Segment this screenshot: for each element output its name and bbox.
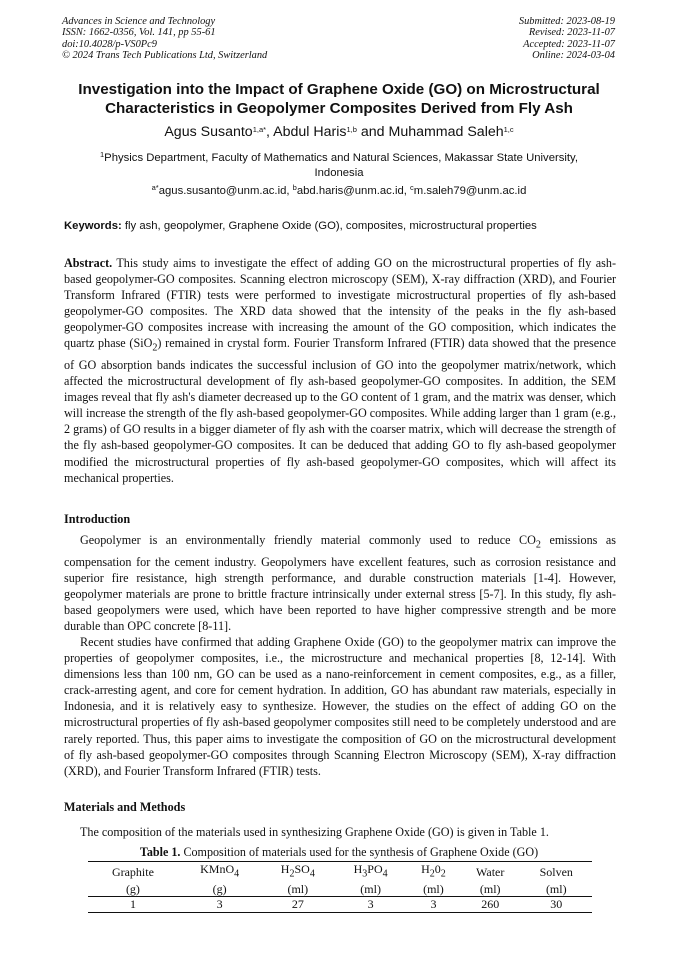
- keywords-label: Keywords:: [64, 220, 122, 232]
- materials-heading: Materials and Methods: [64, 800, 186, 814]
- header-text: H: [421, 862, 430, 876]
- header-text: KMnO: [200, 862, 235, 876]
- author-superscript: 1,a*: [252, 125, 267, 134]
- table-unit-cell: (ml): [460, 882, 521, 897]
- affiliation-line-2: Indonesia: [314, 167, 364, 179]
- table-unit-cell: (ml): [334, 882, 407, 897]
- introduction-body: [64, 532, 616, 779]
- header-text: Water: [476, 864, 505, 879]
- header-text: Solven: [539, 864, 573, 879]
- table-caption: [40, 845, 638, 860]
- author-superscript: 1,b: [346, 125, 357, 134]
- email-superscript: c: [410, 183, 414, 192]
- table-header-row: [88, 862, 592, 882]
- table-unit-cell: (g): [88, 882, 178, 897]
- subscript: 2: [440, 868, 446, 880]
- paragraph: Recent studies have confirmed that adding Graphene Oxide (GO) to the geopolymer matrix can improve the properties of geopolymer composites, i.e., the microstructure and mechanical properties [8, 12-14]. With dimensions less than 100 nm, GO can be used as a nano-reinforcement in cement composites, e.g., as a filler, crack-arresting agent, and core for cement hydration. In addition, GO has abundant raw materials, especially in Indonesia, and it is relatively easy to synthesize. However, the studies on the effect of adding GO on the microstructural properties of fly ash-based geopolymer composites still need to be completely understood and are rarely reported. Thus, this paper aims to investigate the composition of GO on the microstructural development of fly ash-based geopolymer-GO composites through Scanning Electron Microscopy (SEM), X-ray diffraction (XRD), and Fourier Transform Infrared (FTIR) tests.: [64, 634, 616, 778]
- author-superscript: 1,c: [503, 125, 514, 134]
- affiliation: [62, 151, 616, 181]
- submitted-date: Submitted: 2023-08-19: [518, 16, 615, 27]
- title-line-1: Investigation into the Impact of Graphene Oxide (GO) on Microstructural: [78, 81, 600, 98]
- table-cell: 27: [261, 897, 334, 913]
- author-list: [40, 124, 638, 140]
- online-date: Online: 2024-03-04: [532, 50, 615, 62]
- table-header-cell: [88, 862, 178, 882]
- author-name: Agus Susanto: [164, 124, 253, 140]
- table-caption-text: Composition of materials used for the synthesis of Graphene Oxide (GO): [180, 845, 539, 859]
- subscript: 2: [429, 868, 435, 880]
- table-header-cell: [460, 862, 521, 882]
- table-header-cell: [407, 862, 460, 882]
- header-text: Graphite: [111, 864, 154, 879]
- table-header-cell: [334, 862, 407, 882]
- table-cell: 260: [460, 897, 521, 913]
- table-header-cell: [521, 862, 592, 882]
- affiliation-superscript: 1: [100, 150, 105, 159]
- header-text: 0: [434, 862, 441, 876]
- abstract-text: ) remained in crystal form. Fourier Transform Infrared (FTIR) data showed that the presence of GO absorption bands indicates the successful inclusion of GO into the geopolymer matrix/network, which affected the microstructural development of fly ash-based geopolymer-GO composites. In addition, the SEM images reveal that fly ash's diameter decreased up to the GO content of 1 gram, and the matrix was denser, which will increase the strength of the fly ash-based geopolymer-GO composites. While adding larger than 1 gram (e.g., 2 grams) of GO results in a bigger diameter of fly ash with the coarser matrix, which will decrease the strength of the fly ash-based geopolymer-GO composites. It can be deduced that adding GO to fly ash-based geopolymer modified the microstructural properties of fly ash-based geopolymer-GO composites, which will affect its mechanical properties.: [64, 336, 616, 485]
- doi: doi:10.4028/p-VS0Pc9: [62, 38, 157, 50]
- introduction-heading: Introduction: [64, 512, 131, 526]
- author-name: Abdul Haris: [273, 124, 347, 140]
- subscript: 4: [382, 868, 388, 880]
- subscript: 4: [309, 868, 315, 880]
- table-header-cell: [178, 862, 262, 882]
- table-cell: 3: [178, 897, 262, 913]
- author-separator: ,: [266, 124, 274, 140]
- email-address[interactable]: m.saleh79@unm.ac.id: [413, 185, 527, 197]
- table-unit-cell: (ml): [261, 882, 334, 897]
- table-row: [88, 897, 592, 913]
- header-text: H: [280, 862, 290, 876]
- email-superscript: b: [292, 183, 297, 192]
- author-name: Muhammad Saleh: [388, 124, 504, 140]
- table-header-cell: [261, 862, 334, 882]
- accepted-date: Accepted: 2023-11-07: [523, 38, 615, 50]
- email-superscript: a*: [151, 183, 159, 192]
- paragraph: The composition of the materials used in synthesizing Graphene Oxide (GO) is given in Table 1.: [80, 825, 549, 839]
- header-text: H: [353, 862, 363, 876]
- paragraph: [64, 532, 616, 634]
- title-line-2: Characteristics in Geopolymer Composites Derived from Fly Ash: [105, 100, 573, 117]
- journal-header-left: [62, 16, 267, 62]
- table-unit-cell: (ml): [521, 882, 592, 897]
- email-address[interactable]: agus.susanto@unm.ac.id,: [158, 185, 293, 197]
- subscript: 2: [289, 868, 295, 880]
- subscript: 2: [535, 539, 541, 551]
- paragraph-text: Geopolymer is an environmentally friendly material commonly used to reduce CO: [80, 533, 536, 547]
- header-text: PO: [367, 862, 383, 876]
- email-address[interactable]: abd.haris@unm.ac.id,: [296, 185, 411, 197]
- table-unit-cell: (g): [178, 882, 262, 897]
- abstract-text: This study aims to investigate the effect of adding GO on the microstructural properties of fly ash-based geopolymer-GO composites. Scanning electron microscopy (SEM), X-ray diffraction (XRD), and Fourier Transform Infrared (FTIR) tests were performed to investigate microstructural properties of fly ash-based geopolymer-GO composites. The XRD data showed that the intensity of the peaks in the fly ash-based geopolymer-GO composites increase with increasing the amount of the GO composition, which indicates the quartz phase (SiO: [64, 256, 616, 351]
- table-caption-label: Table 1.: [139, 845, 181, 859]
- revised-date: Revised: 2023-11-07: [528, 27, 615, 39]
- composition-table: [88, 861, 592, 913]
- journal-name: Advances in Science and Technology: [62, 16, 216, 27]
- keywords-text: fly ash, geopolymer, Graphene Oxide (GO), composites, microstructural properties: [121, 220, 537, 232]
- abstract-label: Abstract.: [64, 256, 113, 270]
- table-cell: 3: [334, 897, 407, 913]
- table-cell: 30: [521, 897, 592, 913]
- affiliation-line-1: Physics Department, Faculty of Mathematics and Natural Sciences, Makassar State University,: [104, 152, 578, 164]
- author-emails: [40, 185, 638, 197]
- issn: ISSN: 1662-0356, Vol. 141, pp 55-61: [62, 27, 216, 39]
- subscript: 2: [152, 342, 158, 354]
- abstract: [64, 255, 616, 486]
- subscript: 3: [362, 868, 368, 880]
- table-cell: 1: [88, 897, 178, 913]
- table-unit-row: [88, 882, 592, 897]
- author-separator: and: [356, 124, 389, 140]
- table-cell: 3: [407, 897, 460, 913]
- keywords: [64, 220, 616, 232]
- paper-title: [40, 80, 638, 118]
- table-unit-cell: (ml): [407, 882, 460, 897]
- copyright: © 2024 Trans Tech Publications Ltd, Switzerland: [62, 50, 268, 62]
- journal-header-right: [519, 16, 615, 62]
- header-text: SO: [294, 862, 310, 876]
- subscript: 4: [234, 868, 240, 880]
- paragraph-text: emissions as compensation for the cement industry. Geopolymers have excellent features, such as corrosion resistance and superior fire resistance, high strength performance, and durable construction materials [1-4]. However, geopolymer materials are prone to brittle fracture intrinsically under external stress [5-7]. In this study, fly ash-based geopolymers were used, which have been reported to have higher compressive strength and be more durable than OPC concrete [8-11].: [64, 533, 616, 633]
